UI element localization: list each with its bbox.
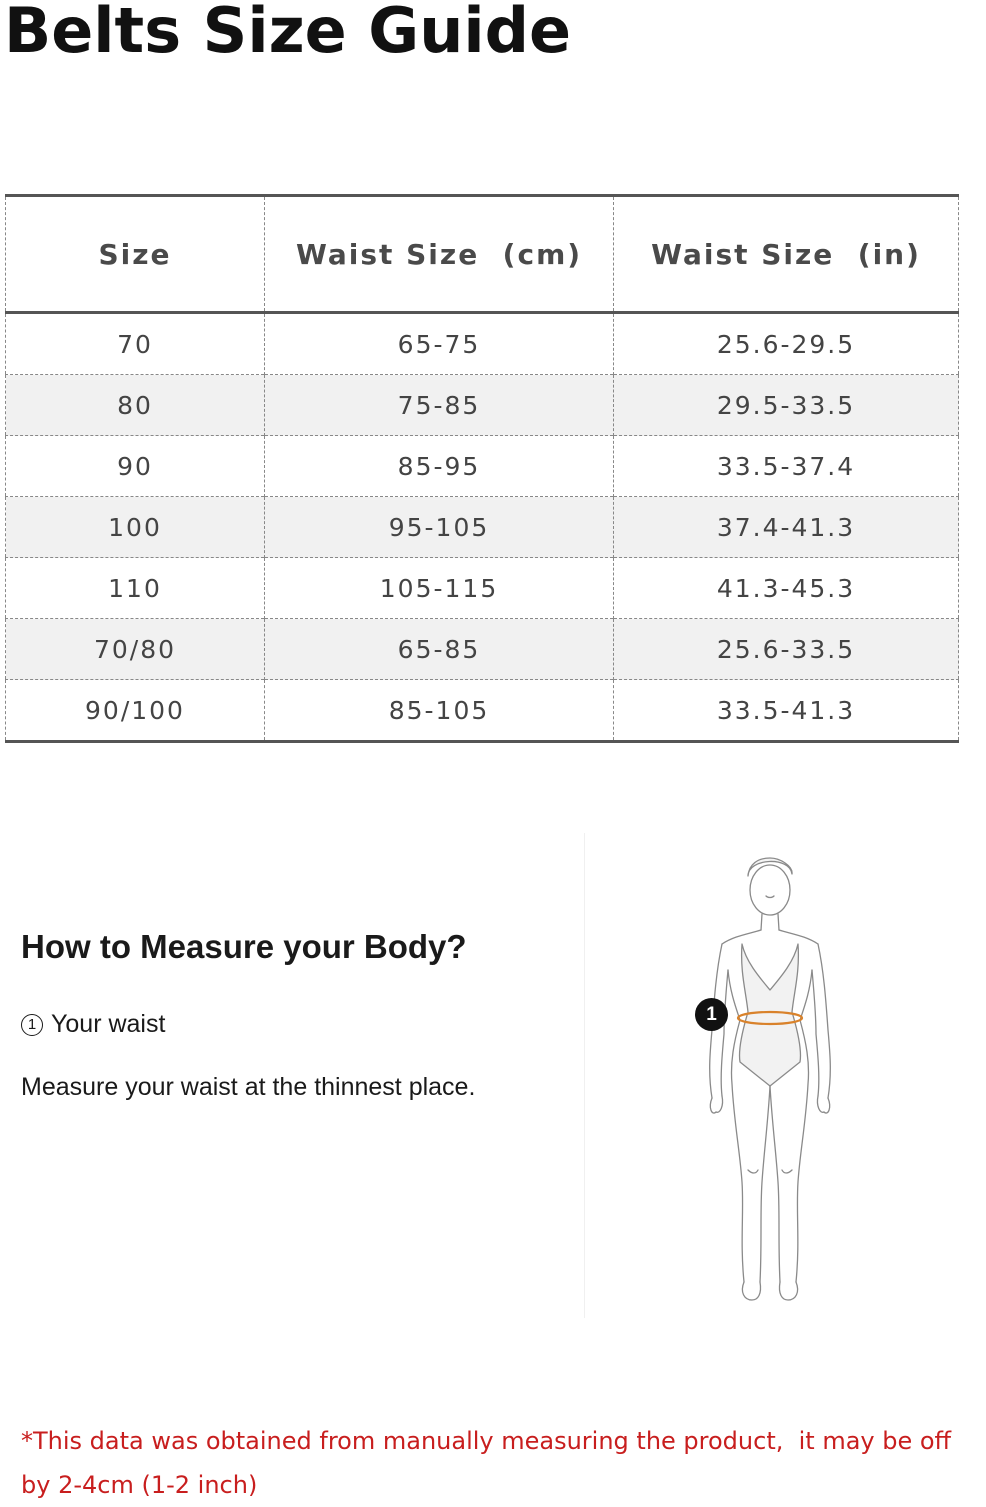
cell-waist-in: 33.5-37.4 — [614, 436, 959, 497]
cell-waist-cm: 95-105 — [265, 497, 614, 558]
cell-waist-cm: 75-85 — [265, 375, 614, 436]
step-label: Your waist — [51, 1010, 166, 1038]
section-divider — [584, 833, 585, 1318]
header-waist-cm: Waist Size (cm) — [265, 196, 614, 313]
waist-marker-badge: 1 — [695, 998, 728, 1031]
cell-waist-cm: 85-105 — [265, 680, 614, 742]
table-row — [6, 497, 959, 558]
table-header-row — [6, 196, 959, 313]
size-chart-table — [5, 194, 959, 743]
cell-size: 100 — [6, 497, 265, 558]
table-row — [6, 375, 959, 436]
body-figure-illustration — [690, 852, 850, 1312]
header-waist-in: Waist Size (in) — [614, 196, 959, 313]
cell-waist-in: 25.6-33.5 — [614, 619, 959, 680]
cell-waist-cm: 85-95 — [265, 436, 614, 497]
measurement-note: *This data was obtained from manually measuring the product, it may be off by 2-4cm (1-2 inch) — [21, 1427, 952, 1499]
cell-size: 90 — [6, 436, 265, 497]
measure-heading: How to Measure your Body? — [21, 928, 467, 965]
cell-size: 70/80 — [6, 619, 265, 680]
cell-waist-in: 25.6-29.5 — [614, 313, 959, 375]
cell-waist-in: 37.4-41.3 — [614, 497, 959, 558]
step-waist — [21, 1010, 165, 1039]
step-number-badge: 1 — [21, 1014, 43, 1036]
table-row — [6, 436, 959, 497]
cell-size: 80 — [6, 375, 265, 436]
table-row — [6, 313, 959, 375]
page-title: Belts Size Guide — [4, 0, 572, 67]
cell-size: 90/100 — [6, 680, 265, 742]
cell-waist-in: 29.5-33.5 — [614, 375, 959, 436]
header-size: Size — [6, 196, 265, 313]
cell-waist-cm: 65-75 — [265, 313, 614, 375]
cell-waist-cm: 65-85 — [265, 619, 614, 680]
cell-size: 70 — [117, 329, 153, 359]
measure-description: Measure your waist at the thinnest place. — [21, 1073, 476, 1101]
table-row — [6, 619, 959, 680]
cell-waist-in: 41.3-45.3 — [614, 558, 959, 619]
table-row — [6, 680, 959, 742]
cell-waist-in: 33.5-41.3 — [614, 680, 959, 742]
table-row — [6, 558, 959, 619]
cell-size: 110 — [6, 558, 265, 619]
cell-waist-cm: 105-115 — [265, 558, 614, 619]
